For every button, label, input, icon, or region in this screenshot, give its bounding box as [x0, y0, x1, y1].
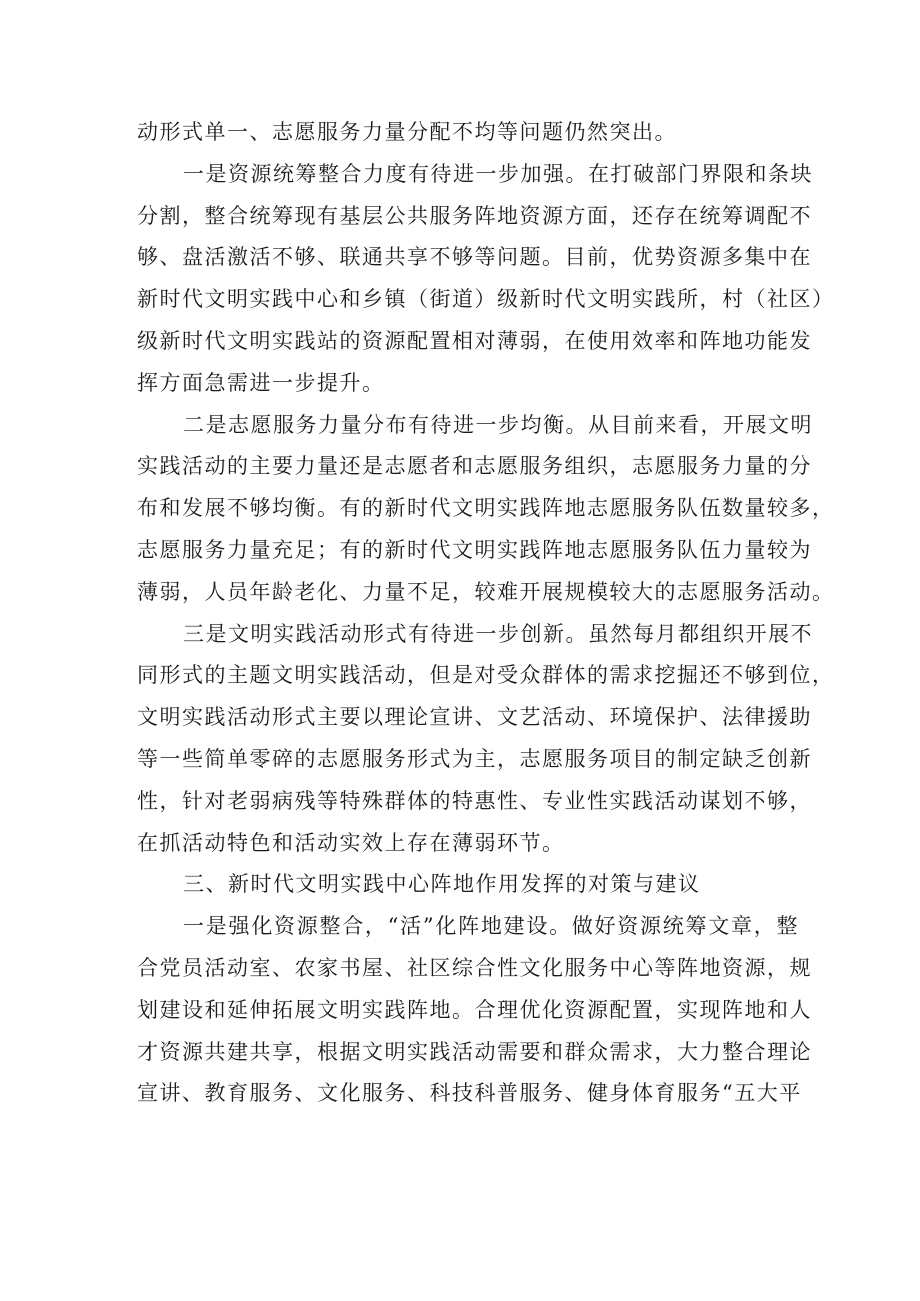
- text-line: 才资源共建共享，根据文明实践活动需要和群众需求，大力整合理论: [137, 1039, 812, 1064]
- text-line: 一是强化资源整合，“活”化阵地建设。做好资源统筹文章，整: [183, 914, 799, 939]
- text-line: 一是资源统筹整合力度有待进一步加强。在打破部门界限和条块: [183, 161, 813, 186]
- text-line: 挥方面急需进一步提升。: [137, 370, 385, 395]
- text-line: 文明实践活动形式主要以理论宣讲、文艺活动、环境保护、法律援助: [137, 705, 812, 730]
- text-line: 级新时代文明实践站的资源配置相对薄弱，在使用效率和阵地功能发: [137, 328, 812, 353]
- text-line: 志愿服务力量充足；有的新时代文明实践阵地志愿服务队伍力量较为: [137, 537, 812, 562]
- text-line: 同形式的主题文明实践活动，但是对受众群体的需求挖掘还不够到位，: [137, 663, 835, 688]
- text-line: 性，针对老弱病残等特殊群体的特惠性、专业性实践活动谋划不够，: [137, 788, 812, 813]
- text-line: 薄弱，人员年龄老化、力量不足，较难开展规模较大的志愿服务活动。: [137, 579, 835, 604]
- text-line: 新时代文明实践中心和乡镇（街道）级新时代文明实践所，村（社区）: [137, 287, 835, 312]
- text-line: 分割，整合统筹现有基层公共服务阵地资源方面，还存在统筹调配不: [137, 203, 812, 228]
- text-line: 二是志愿服务力量分布有待进一步均衡。从目前来看，开展文明: [183, 412, 813, 437]
- text-line: 在抓活动特色和活动实效上存在薄弱环节。: [137, 830, 565, 855]
- text-line: 实践活动的主要力量还是志愿者和志愿服务组织，志愿服务力量的分: [137, 454, 812, 479]
- text-line: 动形式单一、志愿服务力量分配不均等问题仍然突出。: [137, 120, 677, 144]
- text-line: 等一些简单零碎的志愿服务形式为主，志愿服务项目的制定缺乏创新: [137, 746, 812, 771]
- text-line: 三是文明实践活动形式有待进一步创新。虽然每月都组织开展不: [183, 621, 813, 646]
- text-line: 三、新时代文明实践中心阵地作用发挥的对策与建议: [183, 872, 701, 897]
- text-line: 合党员活动室、农家书屋、社区综合性文化服务中心等阵地资源，规: [137, 955, 812, 980]
- text-line: 划建设和延伸拓展文明实践阵地。合理优化资源配置，实现阵地和人: [137, 997, 812, 1022]
- body-text: [137, 112, 835, 1115]
- text-line: 布和发展不够均衡。有的新时代文明实践阵地志愿服务队伍数量较多，: [137, 496, 835, 521]
- text-line: 宣讲、教育服务、文化服务、科技科普服务、健身体育服务“五大平: [137, 1081, 802, 1106]
- text-line: 够、盘活激活不够、联通共享不够等问题。目前，优势资源多集中在: [137, 245, 812, 270]
